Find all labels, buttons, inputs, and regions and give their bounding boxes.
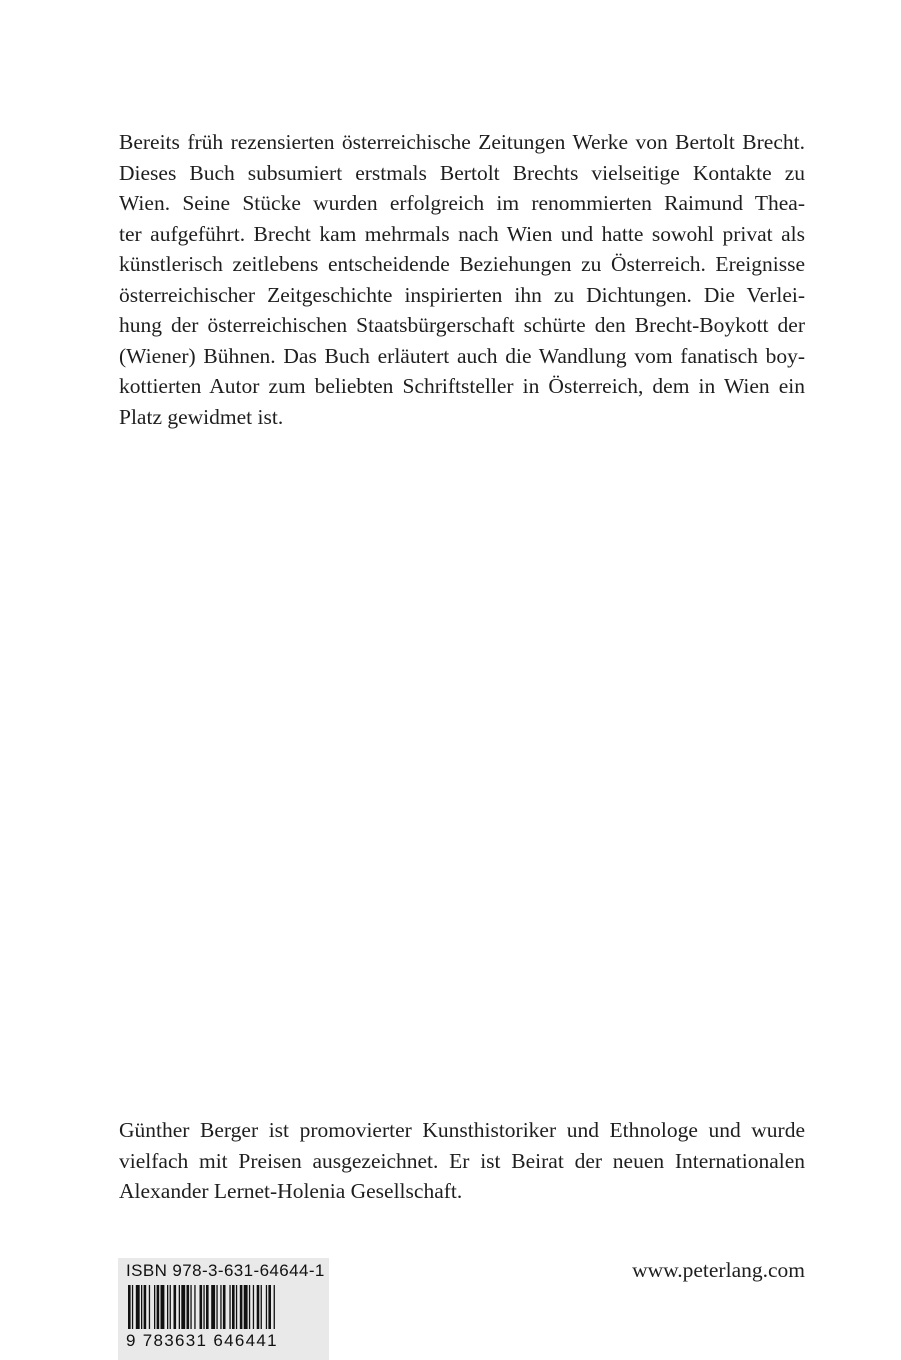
author-bio-line: Günther Berger ist promovierter Kunsthistoriker und Ethnologe und wurde <box>119 1118 805 1142</box>
blurb-line: österreichischer Zeitgeschichte inspirierten ihn zu Dichtungen. Die Verlei- <box>119 282 805 307</box>
barcode-bar <box>161 1285 165 1329</box>
barcode-bar <box>132 1285 133 1329</box>
barcode-bar <box>190 1285 191 1329</box>
author-bio-line: Alexander Lernet-Holenia Gesellschaft. <box>119 1179 463 1203</box>
barcode-bar <box>268 1285 271 1329</box>
blurb-line: (Wiener) Bühnen. Das Buch erläutert auch die Wandlung vom fanatisch boy- <box>119 343 805 368</box>
barcode-bar <box>266 1285 267 1329</box>
barcode-icon <box>126 1285 322 1329</box>
barcode-bar <box>154 1285 155 1329</box>
barcode-bar <box>181 1285 185 1329</box>
isbn-barcode <box>118 1258 329 1360</box>
blurb-line: Wien. Seine Stücke wurden erfolgreich im renommierten Raimund Thea- <box>119 191 805 215</box>
blurb-line: kottierten Autor zum beliebten Schriftsteller in Österreich, dem in Wien ein <box>119 374 805 398</box>
blurb-line: Platz gewidmet ist. <box>119 404 284 429</box>
barcode-bar <box>236 1285 237 1329</box>
barcode-bar <box>206 1285 209 1329</box>
barcode-bar <box>200 1285 203 1329</box>
barcode-bar <box>229 1285 230 1329</box>
author-bio-line: vielfach mit Preisen ausgezeichnet. Er ist Beirat der neuen Internationalen <box>119 1148 805 1173</box>
blurb-line: ter aufgeführt. Brecht kam mehrmals nach Wien und hatte sowohl privat als <box>119 221 805 246</box>
barcode-bar <box>216 1285 217 1329</box>
barcode-bar <box>232 1285 235 1329</box>
barcode-bar <box>174 1285 177 1329</box>
barcode-bar <box>187 1285 190 1329</box>
barcode-bar <box>194 1285 195 1329</box>
barcode-bar <box>261 1285 262 1329</box>
barcode-bar <box>144 1285 147 1329</box>
blurb-line: künstlerisch zeitlebens entscheidende Beziehungen zu Österreich. Ereignisse <box>119 252 805 276</box>
barcode-bar <box>257 1285 260 1329</box>
barcode-bar <box>220 1285 221 1329</box>
barcode-bar <box>203 1285 204 1329</box>
blurb-line: Bereits früh rezensierten österreichische Zeitungen Werke von Bertolt Brecht. <box>119 130 805 154</box>
barcode-bar <box>136 1285 140 1329</box>
barcode-bar <box>211 1285 215 1329</box>
barcode-bar <box>128 1285 131 1329</box>
barcode-digits: 9 783631 646441 <box>126 1331 278 1350</box>
barcode-bar <box>249 1285 250 1329</box>
barcode-bar <box>157 1285 160 1329</box>
barcode-bar <box>149 1285 150 1329</box>
barcode-bar <box>274 1285 275 1329</box>
barcode-bar <box>170 1285 171 1329</box>
isbn-label: ISBN 978-3-631-64644-1 <box>126 1261 325 1280</box>
barcode-bar <box>141 1285 142 1329</box>
barcode-bar <box>167 1285 168 1329</box>
barcode-bar <box>253 1285 254 1329</box>
blurb-line: Dieses Buch subsumiert erstmals Bertolt Brechts vielseitige Kontakte zu <box>119 160 805 185</box>
barcode-bar <box>244 1285 248 1329</box>
barcode-bar <box>223 1285 226 1329</box>
barcode-bar <box>179 1285 180 1329</box>
barcode-bar <box>240 1285 243 1329</box>
blurb-text <box>119 127 805 432</box>
author-bio <box>119 1115 805 1207</box>
publisher-website: www.peterlang.com <box>632 1258 805 1282</box>
blurb-line: hung der österreichischen Staatsbürgerschaft schürte den Brecht-Boykott der <box>119 313 805 337</box>
